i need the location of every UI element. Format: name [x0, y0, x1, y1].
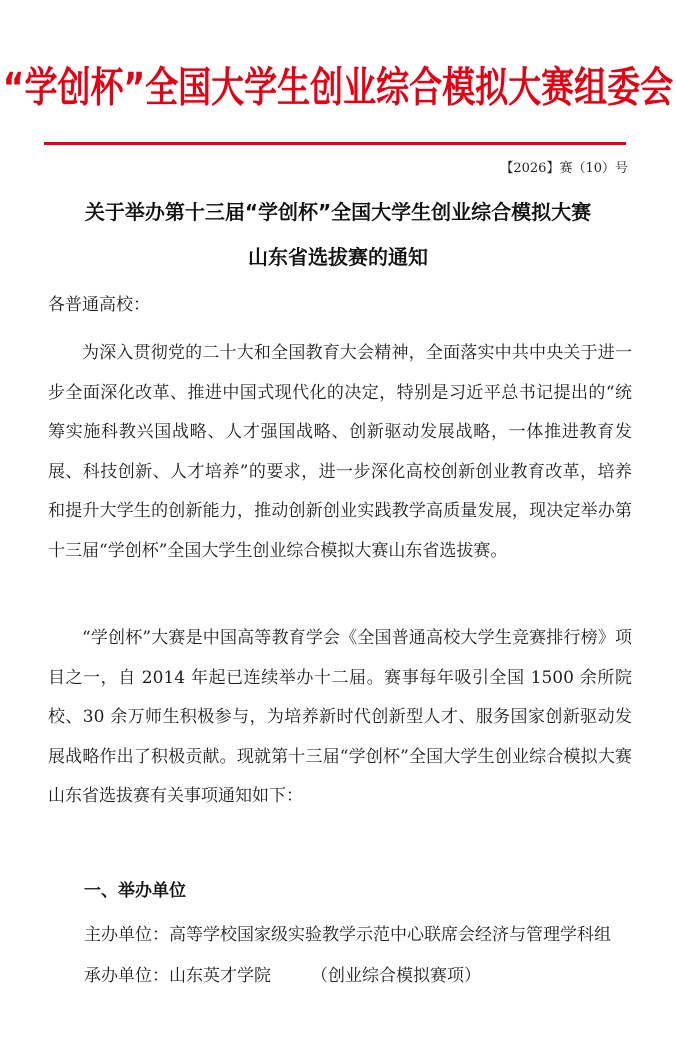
- salutation: 各普通高校：: [48, 295, 150, 315]
- document-title-line2: 山东省选拔赛的通知: [248, 245, 428, 269]
- organizer-unit-label: 承办单位：: [84, 966, 169, 986]
- organizer-unit-line: [84, 963, 481, 989]
- issuing-organization-header: “学创杯”全国大学生创业综合模拟大赛组委会: [2, 62, 674, 112]
- host-unit-line: [84, 922, 611, 948]
- organizer-unit-note: （创业综合模拟赛项）: [311, 966, 481, 986]
- section-heading-organizers: 一、举办单位: [84, 881, 186, 901]
- document-title-line1: 关于举办第十三届“学创杯”全国大学生创业综合模拟大赛: [84, 200, 592, 224]
- host-unit-value: 高等学校国家级实验教学示范中心联席会经济与管理学科组: [169, 925, 611, 945]
- host-unit-label: 主办单位：: [84, 925, 169, 945]
- body-paragraph-2: “学创杯”大赛是中国高等教育学会《全国普通高校大学生竞赛排行榜》项目之一，自 2014 年起已连续举办十二届。赛事每年吸引全国 1500 余所院校、30 余万师生积极参与，为培养新时代创新型人才、服务国家创新驱动发展战略作出了积极贡献。现就第十三届“学创杯”全国大学生创业综合模拟大赛山东省选拔赛有关事项通知如下：: [48, 628, 632, 806]
- body-paragraph-1: 为深入贯彻党的二十大和全国教育大会精神，全面落实中共中央关于进一步全面深化改革、推进中国式现代化的决定，特别是习近平总书记提出的“统筹实施科教兴国战略、人才强国战略、创新驱动发展战略，一体推进教育发展、科技创新、人才培养”的要求，进一步深化高校创新创业教育改革，培养和提升大学生的创新能力，推动创新创业实践教学高质量发展，现决定举办第十三届“学创杯”全国大学生创业综合模拟大赛山东省选拔赛。: [48, 343, 632, 561]
- organizer-unit-value: 山东英才学院: [169, 966, 271, 986]
- document-number: 【2026】赛（10）号: [500, 161, 628, 176]
- red-header-rule: [44, 142, 626, 145]
